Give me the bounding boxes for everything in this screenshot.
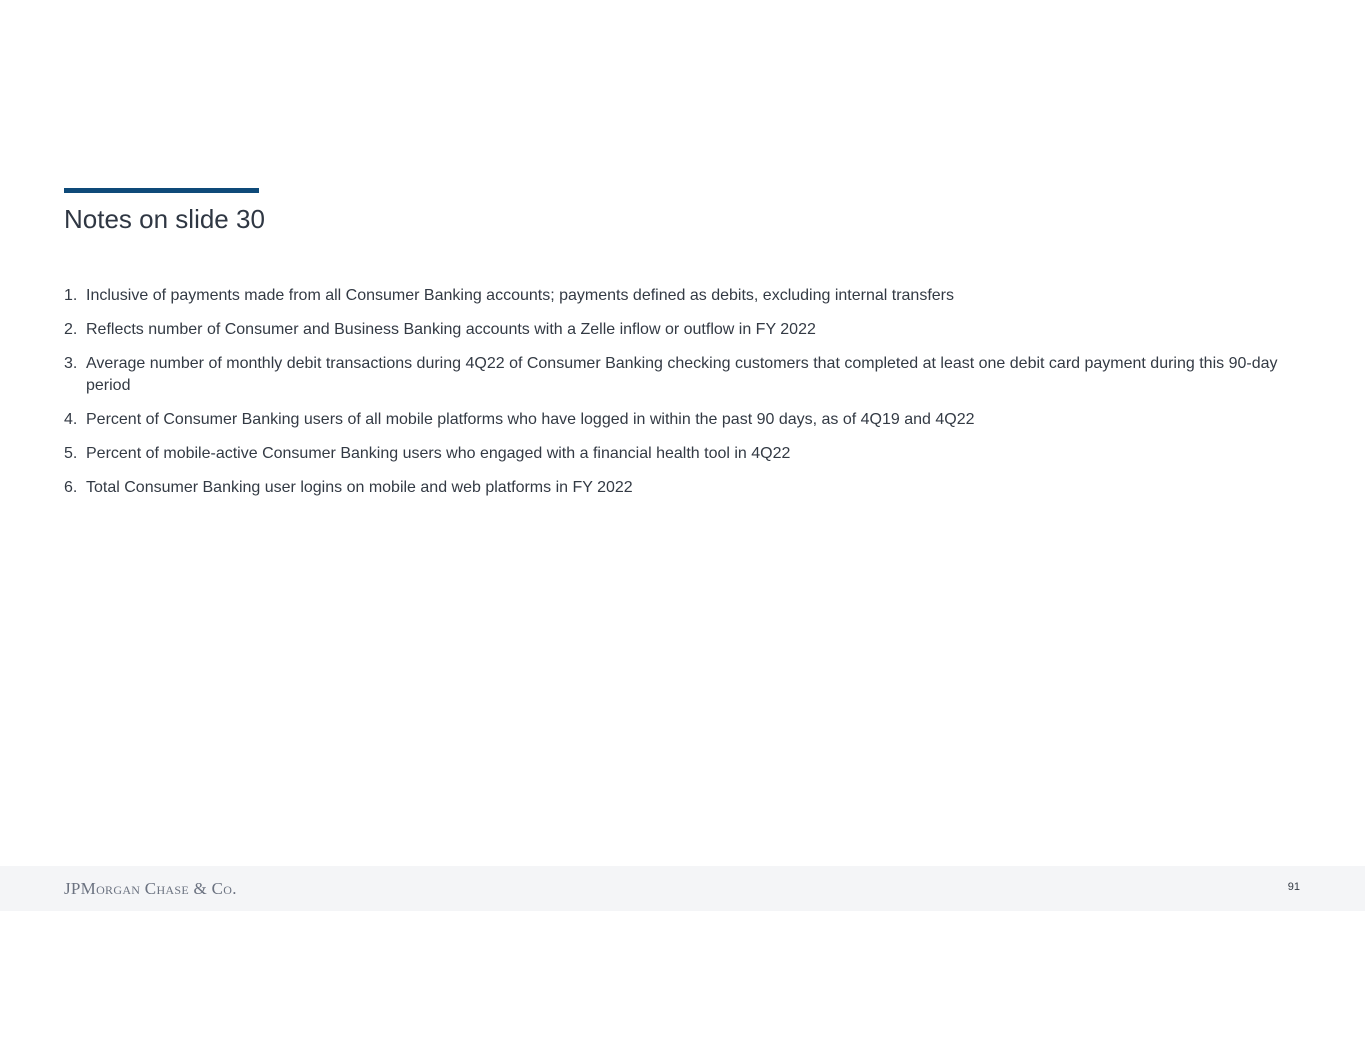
note-text: Average number of monthly debit transactions during 4Q22 of Consumer Banking checking customers that completed at least one debit card payment during this 90-day period [86, 355, 1278, 394]
note-number: 5. [64, 445, 78, 462]
notes-list [64, 285, 1304, 511]
note-number: 2. [64, 321, 78, 338]
page-number: 91 [1287, 881, 1300, 893]
note-text: Reflects number of Consumer and Business Banking accounts with a Zelle inflow or outflow in FY 2022 [86, 321, 816, 338]
note-item [64, 409, 1304, 431]
company-logo: JPMorgan Chase & Co. [64, 879, 237, 898]
note-number: 4. [64, 411, 78, 428]
note-item [64, 285, 1304, 307]
note-number: 1. [64, 287, 78, 304]
note-text: Percent of mobile-active Consumer Banking users who engaged with a financial health tool in 4Q22 [86, 445, 791, 462]
note-item [64, 353, 1304, 397]
footer-bar [0, 866, 1365, 911]
note-text: Percent of Consumer Banking users of all mobile platforms who have logged in within the past 90 days, as of 4Q19 and 4Q22 [86, 411, 975, 428]
title-accent-bar [64, 188, 259, 193]
note-item [64, 477, 1304, 499]
note-number: 6. [64, 479, 78, 496]
note-text: Total Consumer Banking user logins on mobile and web platforms in FY 2022 [86, 479, 633, 496]
note-item [64, 443, 1304, 465]
note-number: 3. [64, 355, 78, 372]
note-item [64, 319, 1304, 341]
page-title: Notes on slide 30 [64, 204, 265, 234]
note-text: Inclusive of payments made from all Consumer Banking accounts; payments defined as debits, excluding internal transfers [86, 287, 954, 304]
